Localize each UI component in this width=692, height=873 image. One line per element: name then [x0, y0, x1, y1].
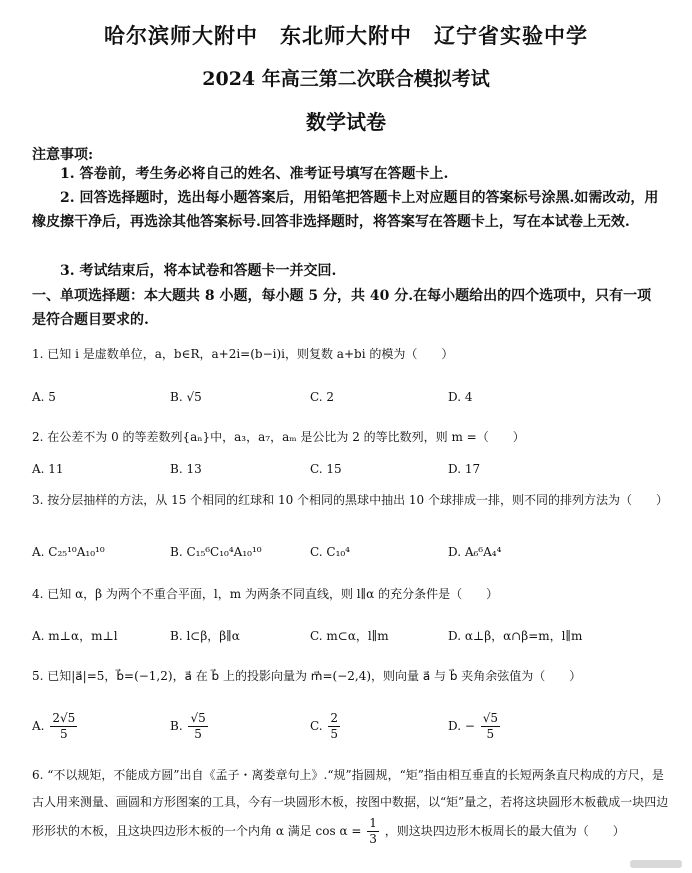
- q5-option-b[interactable]: [170, 711, 210, 742]
- question-1-options: [32, 390, 672, 406]
- question-2-options: [32, 462, 672, 478]
- school-names: 哈尔滨师大附中 东北师大附中 辽宁省实验中学: [104, 23, 588, 48]
- exam-title: 2024 年高三第二次联合模拟考试: [202, 68, 490, 90]
- question-4-stem: 4. 已知 α，β 为两个不重合平面，l，m 为两条不同直线，则 l∥α 的充分条件是（ ）: [32, 587, 499, 601]
- question-6-stem: [32, 762, 672, 847]
- q6-stem-part2: ，则这块四边形木板周长的最大值为（ ）: [384, 824, 625, 838]
- question-2-stem: 2. 在公差不为 0 的等差数列{aₙ}中，a₃，a₇，aₘ 是公比为 2 的等比数列，则 m =（ ）: [32, 430, 525, 444]
- q3-option-a[interactable]: A. C₂₅¹⁰A₁₀¹⁰: [32, 545, 105, 559]
- fraction-denominator: 5: [486, 727, 495, 741]
- q5-option-d-fraction: [481, 711, 500, 742]
- q5-option-a-fraction: [50, 711, 77, 742]
- note-item-1: 1. 答卷前，考生务必将自己的姓名、准考证号填写在答题卡上.: [60, 166, 449, 182]
- q6-fraction: [367, 816, 379, 847]
- q3-option-d[interactable]: D. A₆⁶A₄⁴: [448, 545, 502, 559]
- q3-option-c[interactable]: C. C₁₀⁴: [310, 545, 350, 559]
- q5-option-d-label: D.: [448, 719, 462, 733]
- q2-option-c[interactable]: C. 15: [310, 462, 342, 476]
- q5-option-b-fraction: [188, 711, 207, 742]
- q5-option-d-sign: −: [464, 719, 475, 733]
- question-5-stem: 5. 已知|a⃗|=5，b⃗=(−1,2)，a⃗ 在 b⃗ 上的投影向量为 m⃗=(−2,4)，则向量 a⃗ 与 b⃗ 夹角余弦值为（ ）: [32, 669, 582, 683]
- q5-option-d[interactable]: [448, 711, 502, 742]
- q4-option-b[interactable]: B. l⊂β，β∥α: [170, 629, 240, 643]
- question-3-stem: 3. 按分层抽样的方法，从 15 个相同的红球和 10 个相同的黑球中抽出 10 个球排成一排，则不同的排列方法为（ ）: [32, 493, 668, 507]
- fraction-denominator: 5: [330, 727, 339, 741]
- section1-heading: 一、单项选择题：本大题共 8 小题，每小题 5 分，共 40 分.在每小题给出的四个选项中，只有一项是符合题目要求的.: [32, 288, 652, 328]
- q3-option-b[interactable]: B. C₁₅⁶C₁₀⁴A₁₀¹⁰: [170, 545, 262, 559]
- fraction-numerator: √5: [190, 711, 206, 725]
- note-item-3: 3. 考试结束后，将本试卷和答题卡一并交回.: [60, 263, 337, 279]
- q4-option-c[interactable]: C. m⊂α，l∥m: [310, 629, 389, 643]
- q1-option-b[interactable]: B. √5: [170, 390, 202, 404]
- q5-option-a-label: A.: [32, 719, 45, 733]
- subject-title: 数学试卷: [306, 110, 386, 134]
- fraction-numerator: √5: [482, 711, 499, 725]
- fraction-numerator: 2: [330, 711, 339, 725]
- q2-option-d[interactable]: D. 17: [448, 462, 481, 476]
- fraction-numerator: 1: [369, 816, 377, 830]
- q1-option-c[interactable]: C. 2: [310, 390, 335, 404]
- q4-option-d[interactable]: D. α⊥β，α∩β=m，l∥m: [448, 629, 583, 643]
- note-item-2: 2. 回答选择题时，选出每小题答案后，用铅笔把答题卡上对应题目的答案标号涂黑.如需改动，用橡皮擦干净后，再选涂其他答案标号.回答非选择题时，将答案写在答题卡上，写在本试卷上无效.: [32, 190, 659, 230]
- q1-option-a[interactable]: A. 5: [32, 390, 56, 404]
- q2-option-b[interactable]: B. 13: [170, 462, 202, 476]
- notes-title: 注意事项:: [32, 147, 94, 163]
- q5-option-b-label: B.: [170, 719, 183, 733]
- fraction-denominator: 5: [194, 727, 202, 741]
- q4-option-a[interactable]: A. m⊥α，m⊥l: [32, 629, 118, 643]
- q5-option-a[interactable]: [32, 711, 79, 742]
- q5-option-c-fraction: [328, 711, 340, 742]
- q1-option-d[interactable]: D. 4: [448, 390, 473, 404]
- q2-option-a[interactable]: A. 11: [32, 462, 64, 476]
- fraction-denominator: 5: [59, 727, 68, 741]
- q5-option-c-label: C.: [310, 719, 323, 733]
- q5-option-c[interactable]: [310, 711, 342, 742]
- q6-stem-part1: 6. “不以规矩，不能成方圆”出自《孟子・离娄章句上》.“规”指圆规，“矩”指由相互垂直的长短两条直尺构成的方尺，是古人用来测量、画圆和方形图案的工具，今有一块圆形木板，按图中数据，以“矩”量之，若将这块圆形木板截成一块四边形形状的木板，且这块四边形木板的一个内角 α 满足 cos α =: [32, 768, 669, 838]
- fraction-denominator: 3: [369, 832, 377, 846]
- fraction-numerator: 2√5: [52, 711, 76, 725]
- question-3-options: [32, 545, 672, 561]
- question-4-options: [32, 627, 672, 643]
- question-5-options: [32, 711, 672, 745]
- question-1-stem: 1. 已知 i 是虚数单位，a，b∈R，a+2i=(b−i)i，则复数 a+bi 的模为（ ）: [32, 347, 454, 361]
- corner-watermark-icon: [626, 857, 686, 871]
